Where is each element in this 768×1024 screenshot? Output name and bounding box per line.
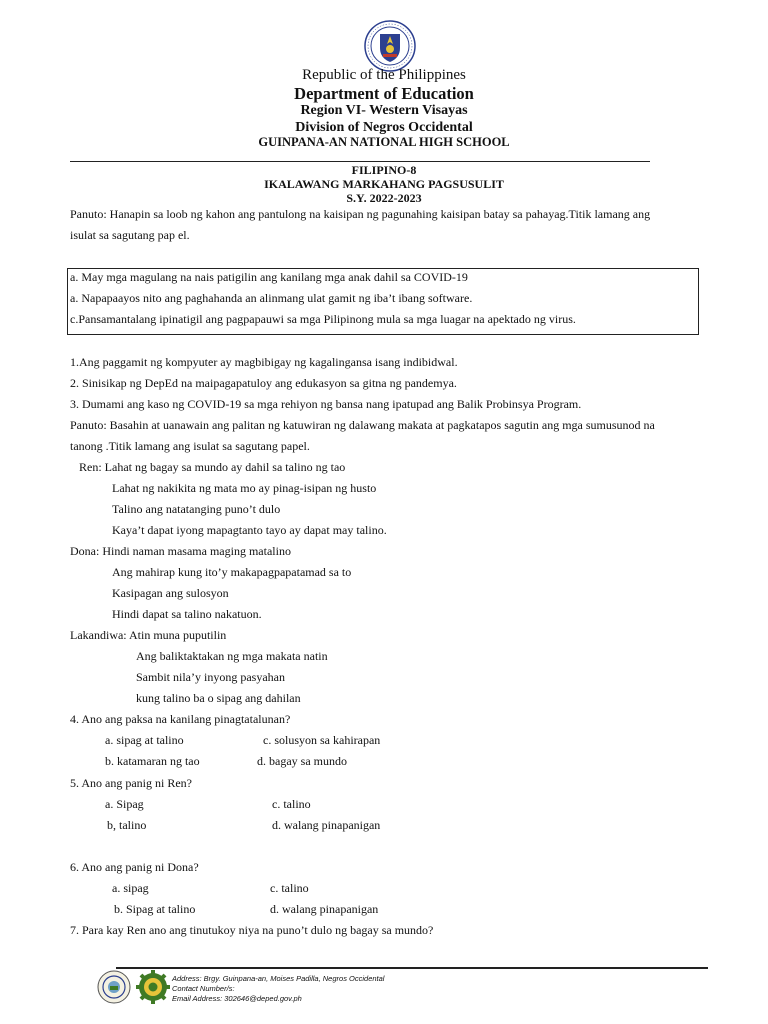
question-4-option-d: d. bagay sa mundo: [257, 754, 347, 768]
instructions-1-line-1: Panuto: Hanapin sa loob ng kahon ang pantulong na kaisipan ng pagunahing kaisipan batay sa pahayag.Titik lamang ang: [70, 207, 651, 221]
question-4-option-c: c. solusyon sa kahirapan: [263, 733, 381, 747]
question-6-option-c: c. talino: [270, 881, 309, 895]
question-6-option-d: d. walang pinapanigan: [270, 902, 379, 916]
question-5-option-c: c. talino: [272, 797, 311, 811]
question-6: 6. Ano ang panig ni Dona?: [70, 860, 199, 874]
question-6-option-b: b. Sipag at talino: [114, 902, 196, 916]
footer-address: Address: Brgy. Guinpana-an, Moises Padilla, Negros Occidental: [172, 974, 385, 983]
footer-divider: [116, 967, 708, 969]
poem-dona-line-1: Dona: Hindi naman masama maging matalino: [70, 544, 291, 558]
instructions-2-line-1: Panuto: Basahin at uanawain ang palitan ng katuwiran ng dalawang makata at pagkatapos sagutin ang mga sumusunod na: [70, 418, 655, 432]
question-5-option-b: b, talino: [107, 818, 147, 832]
box-choice-c: c.Pansamantalang ipinatigil ang pagpapauwi sa mga Pilipinong mula sa mga luagar na apektado ng virus.: [70, 312, 576, 326]
box-choice-a1: a. May mga magulang na nais patigilin ang kanilang mga anak dahil sa COVID-19: [70, 270, 468, 284]
poem-ren-line-2: Lahat ng nakikita ng mata mo ay pinag-isipan ng husto: [112, 481, 377, 495]
statement-1: 1.Ang paggamit ng kompyuter ay magbibigay ng kagalingansa isang indibidwal.: [70, 355, 458, 369]
question-6-option-a: a. sipag: [112, 881, 149, 895]
footer-contact: Contact Number/s:: [172, 984, 235, 993]
question-5-option-a: a. Sipag: [105, 797, 144, 811]
school-heading: GUINPANA-AN NATIONAL HIGH SCHOOL: [258, 135, 510, 149]
exam-title: IKALAWANG MARKAHANG PAGSUSULIT: [264, 177, 504, 191]
question-5-option-d: d. walang pinapanigan: [272, 818, 381, 832]
poem-lakandiwa-line-3: Sambit nila’y inyong pasyahan: [136, 670, 285, 684]
instructions-2-line-2: tanong .Titik lamang ang isulat sa sagutang papel.: [70, 439, 310, 453]
question-4-option-b: b. katamaran ng tao: [105, 754, 200, 768]
gear-seal-icon: [135, 969, 171, 1005]
poem-ren-line-3: Talino ang natatanging puno’t dulo: [112, 502, 281, 516]
poem-ren-line-1: Ren: Lahat ng bagay sa mundo ay dahil sa talino ng tao: [79, 460, 346, 474]
division-heading: Division of Negros Occidental: [295, 120, 473, 135]
deped-seal-icon: [364, 20, 416, 72]
region-heading: Region VI- Western Visayas: [300, 103, 468, 118]
department-heading: Department of Education: [294, 84, 474, 103]
poem-ren-line-4: Kaya’t dapat iyong mapagtanto tayo ay dapat may talino.: [112, 523, 387, 537]
subject-title: FILIPINO-8: [351, 163, 417, 177]
question-4: 4. Ano ang paksa na kanilang pinagtatalunan?: [70, 712, 291, 726]
box-choice-a2: a. Napapaayos nito ang paghahanda an alinmang ulat gamit ng iba’t ibang software.: [70, 291, 473, 305]
question-4-option-a: a. sipag at talino: [105, 733, 184, 747]
school-seal-icon: [97, 970, 131, 1004]
poem-lakandiwa-line-4: kung talino ba o sipag ang dahilan: [136, 691, 301, 705]
header-divider: [70, 161, 650, 162]
poem-lakandiwa-line-2: Ang baliktaktakan ng mga makata natin: [136, 649, 328, 663]
footer-email[interactable]: Email Address: 302646@deped.gov.ph: [172, 994, 302, 1003]
poem-dona-line-2: Ang mahirap kung ito’y makapagpapatamad sa to: [112, 565, 352, 579]
poem-dona-line-3: Kasipagan ang sulosyon: [112, 586, 229, 600]
statement-2: 2. Sinisikap ng DepEd na maipagapatuloy ang edukasyon sa gitna ng pandemya.: [70, 376, 457, 390]
statement-3: 3. Dumami ang kaso ng COVID-19 sa mga rehiyon ng bansa nang ipatupad ang Balik Probinsya Program.: [70, 397, 582, 411]
school-year: S.Y. 2022-2023: [346, 191, 422, 205]
question-5: 5. Ano ang panig ni Ren?: [70, 776, 192, 790]
poem-dona-line-4: Hindi dapat sa talino nakatuon.: [112, 607, 262, 621]
instructions-1-line-2: isulat sa sagutang pap el.: [70, 228, 190, 242]
poem-lakandiwa-line-1: Lakandiwa: Atin muna puputilin: [70, 628, 227, 642]
republic-heading: Republic of the Philippines: [302, 67, 466, 83]
question-7: 7. Para kay Ren ano ang tinutukoy niya na puno’t dulo ng bagay sa mundo?: [70, 923, 434, 937]
